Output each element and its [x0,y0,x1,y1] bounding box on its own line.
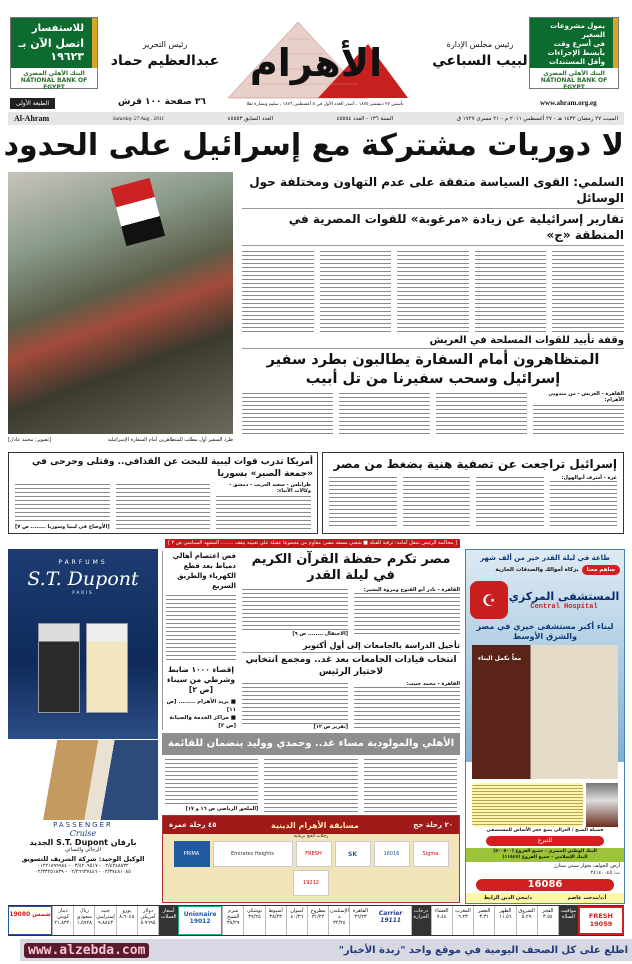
pages-price: ٣٦ صفحة ١٠٠ قرش [118,97,206,107]
phone-numbers: ٠٢/٤٢٤٨٨٣٢ - ٠٣/٤٢٠٩٥١٧ - ٠١٢٢١٨٩٩٩٨٤ [37,863,129,869]
ad-text: أ.د/مدحت عاصم [567,895,607,901]
hotline-number: 16086 [476,879,614,891]
page-ref[interactable]: [تقرير ص ١٢] [242,724,348,730]
byline: القاهرة - العريش - من مندوبي الأهرام: [533,391,624,403]
ahly-body [165,757,457,812]
damietta-headline[interactable]: فض اعتصام أهالي دمياط بعد قطع الكهرباء والطريق السريع [172,552,236,590]
photo-caption [8,437,233,443]
prayer-time: ١١.٥٦ [499,914,512,920]
logo-text: الأهرام [249,41,383,85]
hospital-building-photo [472,645,618,779]
prayer-name: الفجر [542,908,554,914]
bank-logo: البنك الأهلي المصري NATIONAL BANK OF EGYPT [20,70,88,91]
ad-text: الوكيل الوحيد: شركة الشريف للتسويق [21,855,145,863]
yacht-image [8,740,158,820]
temp-label: درجات الحرارة [411,906,431,935]
temperature: ٣٩/٢٥ [248,914,261,920]
chairman-title: رئيس مجلس الإدارة [446,40,514,49]
subheadline-salmi[interactable]: السلمي: القوى السياسة متفقة على عدم التهاون ومختلفة حول الوسائل [242,172,624,209]
date-en: Saturday 27 Aug . 2011 [112,115,165,122]
prayer-time: ٣.٣١ [479,914,489,920]
ad-text: رحلات الحج برعاية [293,834,329,839]
perfume-bottle [86,623,128,713]
ad-slogan: لبناء أكبر مستشفى خيري في مصر والشرق الأوسط [476,622,614,641]
photo-credit: [تصوير: محمد عادل] [8,437,52,443]
religious-competition-ad[interactable] [162,815,460,903]
temperature: ٤٠/٢٦ [290,914,304,920]
temperature: ٣٨/٢٣ [269,914,282,920]
left-bank-ad[interactable] [10,17,98,89]
founded-line: تأسس ٢٧ ديسمبر ١٨٧٥ ، أصدر العدد الأول في ٥ أغسطس ١٨٧٦ ، سليم وبشارة تقلا [246,102,404,107]
lead-body [242,249,624,332]
temperature: ٣٨/٢٩ [226,920,240,926]
dupont-ad[interactable] [8,549,158,739]
prayer-label: مواقيت الصلاة [558,906,578,935]
prayer-name: العشاء [434,908,449,914]
damietta-column [162,551,239,730]
ad-text: بارفان S.T. Dupont الجديد [29,838,137,847]
ad-body-text [472,783,583,827]
prayer-name: الشروق [518,908,535,914]
crescent-logo-icon: ☪ [470,581,508,619]
ad-text: طاعة في ليلة القدر خير من ألف شهر [480,554,610,562]
city-name: شرم الشيخ [227,908,240,920]
temperature: ٣٢/٢٤ [333,920,346,926]
ad-text: معاً نكمل البناء [478,655,522,662]
bank-logo: البنك الأهلي المصري NATIONAL BANK OF EGYPT [540,70,608,91]
prayer-time: ٧.٤٤ [436,914,447,920]
date-bar [8,112,624,125]
subheadline-zone-c[interactable]: تقارير إسرائيلية عن زيادة «مرغوبة» للقوات المصرية في المنطقة «ج» [242,209,624,246]
bank-account: البنك الوطني المصري - جميع الفروع (٥٠٠٥٠٠) [493,849,597,854]
bottom-info-ticker [8,905,624,936]
edition-badge: الطبعة الأولى [10,98,55,109]
ad-text: يمول مشروعات الصغير [550,22,605,39]
prayer-time: ٦.٢٣ [458,914,468,920]
page-ref[interactable]: [الأوضاع في ليبيا وسوريا ........ ص ٧] [14,524,110,530]
byline: القاهرة - محمد حبيب: [354,681,460,687]
ad-text: الرجالي والنسائي [65,847,101,853]
ahram-logo [228,14,408,100]
quran-body [242,587,460,637]
temperature: ٣١/٢٢ [311,914,325,920]
page-ref[interactable]: [الاحتفال ........ ص ٩] [242,631,348,637]
ad-text: اتصل الآن بـ ١٩٦٢٣ [18,37,84,63]
ad-cta: ساهم معنا [582,565,620,575]
banner-text: اطلع على كل الصحف اليومية في موقع واحد "زبدة الأخبار" [338,944,628,956]
prayer-name: العصر [477,908,491,914]
perfume-bottle [38,623,80,713]
bank-account: البنك الإسلامي - جميع الفروع (١١٥٤٧) [502,855,588,860]
prayer-time: ٥.٢٩ [521,914,532,920]
byline: طرابلس - سعيد الغريب - دمشق - وكالات الأنباء: [216,482,311,494]
prayer-name: المغرب [455,908,471,914]
ad-text: مسابقة الأهرام الدينية [271,820,359,830]
ahly-headline[interactable]: الأهلي والمولودية مساء غد.. وحمدي ووليد ينضمان للقائمة [162,733,460,755]
paper-name-en: Al-Ahram [14,114,50,123]
ad-text: في أسرع وقت [553,40,605,48]
ad-text: بأبسط الإجراءات [547,49,605,57]
ad-text: وأقل المستندات [548,58,605,66]
caption-text: طرد السفير أول مطلب للمتظاهرين أمام السفارة الإسرائيلية [107,437,233,443]
city-name: مطروح [310,908,326,914]
byline: القاهرة - نادر أبو الفتوح ومروة البشير: [354,587,460,593]
center-column [242,551,460,730]
central-hospital-ad[interactable] [465,549,625,904]
fx-value: ٥.٩٦٩٥ [140,920,156,926]
sponsor-logo: SK [335,841,371,867]
sponsor-logo: Sigma [413,841,449,867]
editor-block [110,40,220,69]
hospital-name-en: Central Hospital [530,602,598,611]
website-url[interactable]: www.ahram.org.eg [540,99,597,107]
fx-label: أسعار العملات [158,906,178,935]
sponsor-logo: 16016 [374,841,410,867]
universities-kicker[interactable]: تأجيل الدراسة بالجامعات إلى أول أكتوبر [303,640,460,650]
fx-name: يورو [122,908,132,914]
donate-label: للتبرع [486,836,604,846]
universities-headline[interactable]: انتخاب قيادات الجامعات بعد غد.. ومجمع انتخابي لاختيار الرئيس [242,652,460,679]
fx-value: ١.٥٩٢٨ [76,920,92,926]
libya-headline[interactable]: أمريكا تدرب قوات ليبية للبحث عن القذافي.. وقتلى وجرحى في «جمعة الصبر» بسوريا [31,457,313,479]
ad-phone: ت: ٢٤١٤٠٠٤٥ [590,870,620,876]
editor-title: رئيس التحرير [142,40,188,49]
ahly-section [162,733,460,812]
ad-text: PARIS [72,590,94,595]
dupont-logo: S.T. Dupont [27,568,139,590]
ad-text: بزكاة أموالك والصدقات الجارية [495,567,579,573]
embassy-headline[interactable]: المتظاهرون أمام السفارة يطالبون بطرد سفير إسرائيل وسحب سفيرنا من تل أبيب [242,348,624,391]
banner-url[interactable]: www.alzebda.com [24,943,149,958]
ad-text: د/محي الدين الزايط [483,895,532,901]
city-name: أسوان [290,908,304,914]
page-ref[interactable]: [الملحق الرياضي ص ١٦ و ١٧] [165,806,258,812]
sponsor-logo: 19212 [293,870,329,896]
byline: غزة - أشرف أبوالهول: [550,475,618,481]
right-bank-ad[interactable] [529,17,619,89]
prayer-time: ٣.٥٤ [543,914,553,920]
carrier-ad[interactable]: Carrier 19111 [378,910,403,924]
red-news-strip[interactable]: [ محاكمة الرئيس تنتقل أمامه: ترقية للقبلة ■ شعبي مسعد مصر: مقاوم من مجموعا عقيلة على تعيينه بيقف ........ المشهد السياسي ص ٣ ] [165,539,460,548]
israel-box [322,452,624,534]
city-name: توشكى [246,908,262,914]
ad-text: PASSENGER [53,821,113,829]
lead-column [242,172,624,435]
chairman-block [425,40,535,69]
sponsor-logo: PRIMA [174,841,210,867]
quran-headline[interactable]: مصر تكرم حفظة القرآن الكريم في ليلة القدر [251,552,451,583]
temperature: ٣٦/٢٣ [354,914,367,920]
dupont-ad-text [8,821,158,903]
ad-text: Cruise [69,829,97,838]
fresh-ad[interactable]: FRESH 19059 [578,906,624,935]
prev-issue: العدد السابق ٤٥٥٥٣ [227,115,274,122]
ad-text: للاستفسار [31,23,84,34]
chairman-name: لبيب السباعي [432,53,528,69]
hospital-name-ar: المستشفى المركزي [508,589,620,603]
fx-name: دولار أمريكي [140,908,156,920]
city-name: القاهرة [353,908,368,914]
page-link[interactable]: ■ مراكز الخدمة والصيانة [ص ٢] [166,714,236,730]
ad-text: فضيلة الشيخ / الغزالي يضع حجر الأساس للمستشفى [486,828,604,833]
unionaire-ad[interactable]: Unionaire 19012 [178,906,222,935]
fx-name: جنيه إسترليني [96,908,115,920]
fx-value: ٩.٨٤٤٣ [98,920,114,926]
embassy-body [242,391,624,435]
issue-number: السنة ١٣٦ - العدد ٤٥٥٥٤ [336,115,394,122]
fx-value: ٢١.٨٣٢٠ [54,920,72,926]
sponsor-logo: FRESH [296,841,332,867]
ad-text: ٤٥ رحلة عمرة [169,821,217,829]
fx-name: ريال سعودي [76,908,92,920]
city-name: الإسكندرية [329,908,349,920]
ad-address: أرض الجولف بجوار سيتي ستارز [553,863,620,869]
ad-text: PARFUMS [58,559,108,566]
protest-photo [8,172,233,434]
prayer-name: الظهر [499,908,512,914]
editor-name: عبدالعظيم حماد [110,53,220,69]
city-name: أسيوط [268,908,283,914]
universities-body [242,681,460,731]
kicker-arish[interactable]: وقفة تأييد للقوات المسلحة في العريش [429,335,624,346]
sheikh-photo [586,783,618,827]
ad-text: ٢٠ رحلة حج [413,821,453,829]
page-link[interactable]: ■ بريد الأهرام ........ [ص ١١] [166,699,236,713]
fx-name: دينار كويتي [57,908,70,920]
sponsor-logo: Emirates Heights [213,841,293,867]
fx-value: ٨.٦٠٤٨ [119,914,135,920]
egypt-flag [111,178,165,246]
shams-ad[interactable]: شمس 19080 [8,906,52,935]
main-headline[interactable]: لا دوريات مشتركة مع إسرائيل على الحدود [3,128,624,163]
israel-headline[interactable]: إسرائيل تراجعت عن تصفية هنية بضغط من مصر [333,457,617,471]
date-ar: السبت ٢٧ رمضان ١٤٣٢ هـ - ٢٧ أغسطس ٢٠١١ م - ٢١ مسرى ١٧٢٧ ق [456,115,618,122]
libya-box [8,452,318,534]
alzebda-banner[interactable] [20,939,632,961]
phone-numbers: ٠٢/٣٧٤٨١٠٨٥ - ٠٢/٢٦٦٣٧٤٤٦ - ٠٢/٣٣٢٥١٨٣٩ [35,869,131,875]
sinai-note[interactable]: إقصاء ١٠٠٠ ضابط وشرطي من سيناء [ص ٢] [166,665,236,694]
